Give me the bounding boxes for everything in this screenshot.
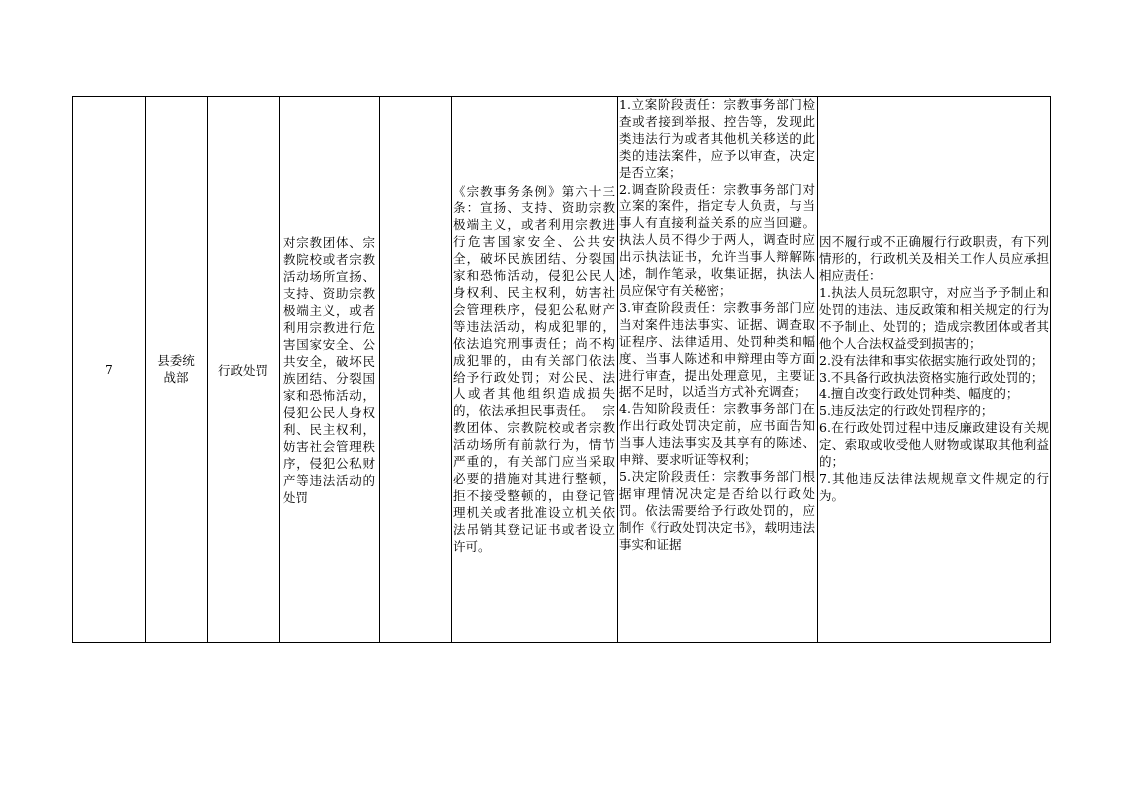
column-divider [617, 97, 618, 642]
department-cell [145, 97, 207, 642]
item-name: 对宗教团体、宗教院校或者宗教活动场所宣扬、支持、资助宗教极端主义，或者利用宗教进行危害国家安全、公共安全，破坏民族团结、分裂国家和恐怖活动，侵犯公民人身权利、民主权利，妨害社会管理秩序，侵犯公私财产等违法活动的处罚 [283, 234, 375, 505]
column-divider [451, 97, 452, 642]
row-number: 7 [105, 362, 113, 377]
accountability-text: 因不履行或不正确履行行政职责，有下列情形的，行政机关及相关工作人员应承担相应责任： 1.执法人员玩忽职守，对应当予予制止和处罚的违法、违反政策和相关规定的行为不予制止、处罚的；造成宗教团体或者其他个人合法权益受到损害的； 2.没有法律和事实依据实施行政处罚的； 3.不具备行政执法资格实施行政处罚的； 4.擅自改变行政处罚种类、幅度的； 5.违反法定的行政处罚程序的； 6.在行政处罚过程中违反廉政建设有关规定、索取或收受他人财物或谋取其他利益的； 7.其他违反法律法规规章文件规定的行为。 [819, 234, 1049, 503]
column-divider [207, 97, 208, 642]
column-divider [145, 97, 146, 642]
responsibility-text: 1.立案阶段责任：宗教事务部门检查或者接到举报、控告等，发现此类违法行为或者其他机关移送的此类的违法案件，应予以审查，决定是否立案； 2.调查阶段责任：宗教事务部门对立案的案件，指定专人负责，与当事人有直接利益关系的应当回避。执法人员不得少于两人，调查时应出示执法证书，允许当事人辩解陈述，制作笔录，收集证据，执法人员应保守有关秘密； 3.审查阶段责任：宗教事务部门应当对案件违法事实、证据、调查取证程序、法律适用、处罚种类和幅度、当事人陈述和申辩理由等方面进行审查，提出处理意见，主要证据不足时，以适当方式补充调查； 4.告知阶段责任：宗教事务部门在作出行政处罚决定前，应书面告知当事人违法事实及其享有的陈述、申辩、要求听证等权利； 5.决定阶段责任：宗教事务部门根据审理情况决定是否给以行政处罚。依法需要给予行政处罚的，应制作《行政处罚决定书》，载明违法事实和证据 [619, 97, 815, 552]
accountability-cell [817, 97, 1052, 642]
department-name: 县委统 战部 [157, 352, 195, 385]
legal-basis: 《宗教事务条例》第六十三条：宣扬、支持、资助宗教极端主义，或者利用宗教进行危害国家安全、公共安全，破坏民族团结、分裂国家和恐怖活动，侵犯公民人身权利、民主权利，妨害社会管理秩序，侵犯公私财产等违法活动，构成犯罪的，依法追究刑事责任；尚不构成犯罪的，由有关部门依法给予行政处罚；对公民、法人或者其他组织造成损失的，依法承担民事责任。 宗教团体、宗教院校或者宗教活动场所有前款行为，情节严重的，有关部门应当采取必要的措施对其进行整顿，拒不接受整顿的，由登记管理机关或者批准设立机关依法吊销其登记证书或者设立许可。 [453, 183, 615, 554]
item-name-cell [279, 97, 379, 642]
power-type: 行政处罚 [217, 362, 268, 378]
row-number-cell [73, 97, 145, 642]
power-list-table [72, 96, 1051, 643]
column-divider [379, 97, 380, 642]
column-divider [817, 97, 818, 642]
responsibility-cell [617, 97, 817, 642]
column-divider [279, 97, 280, 642]
sub-item-cell [379, 97, 451, 642]
legal-basis-cell [451, 97, 617, 642]
power-type-cell [207, 97, 279, 642]
